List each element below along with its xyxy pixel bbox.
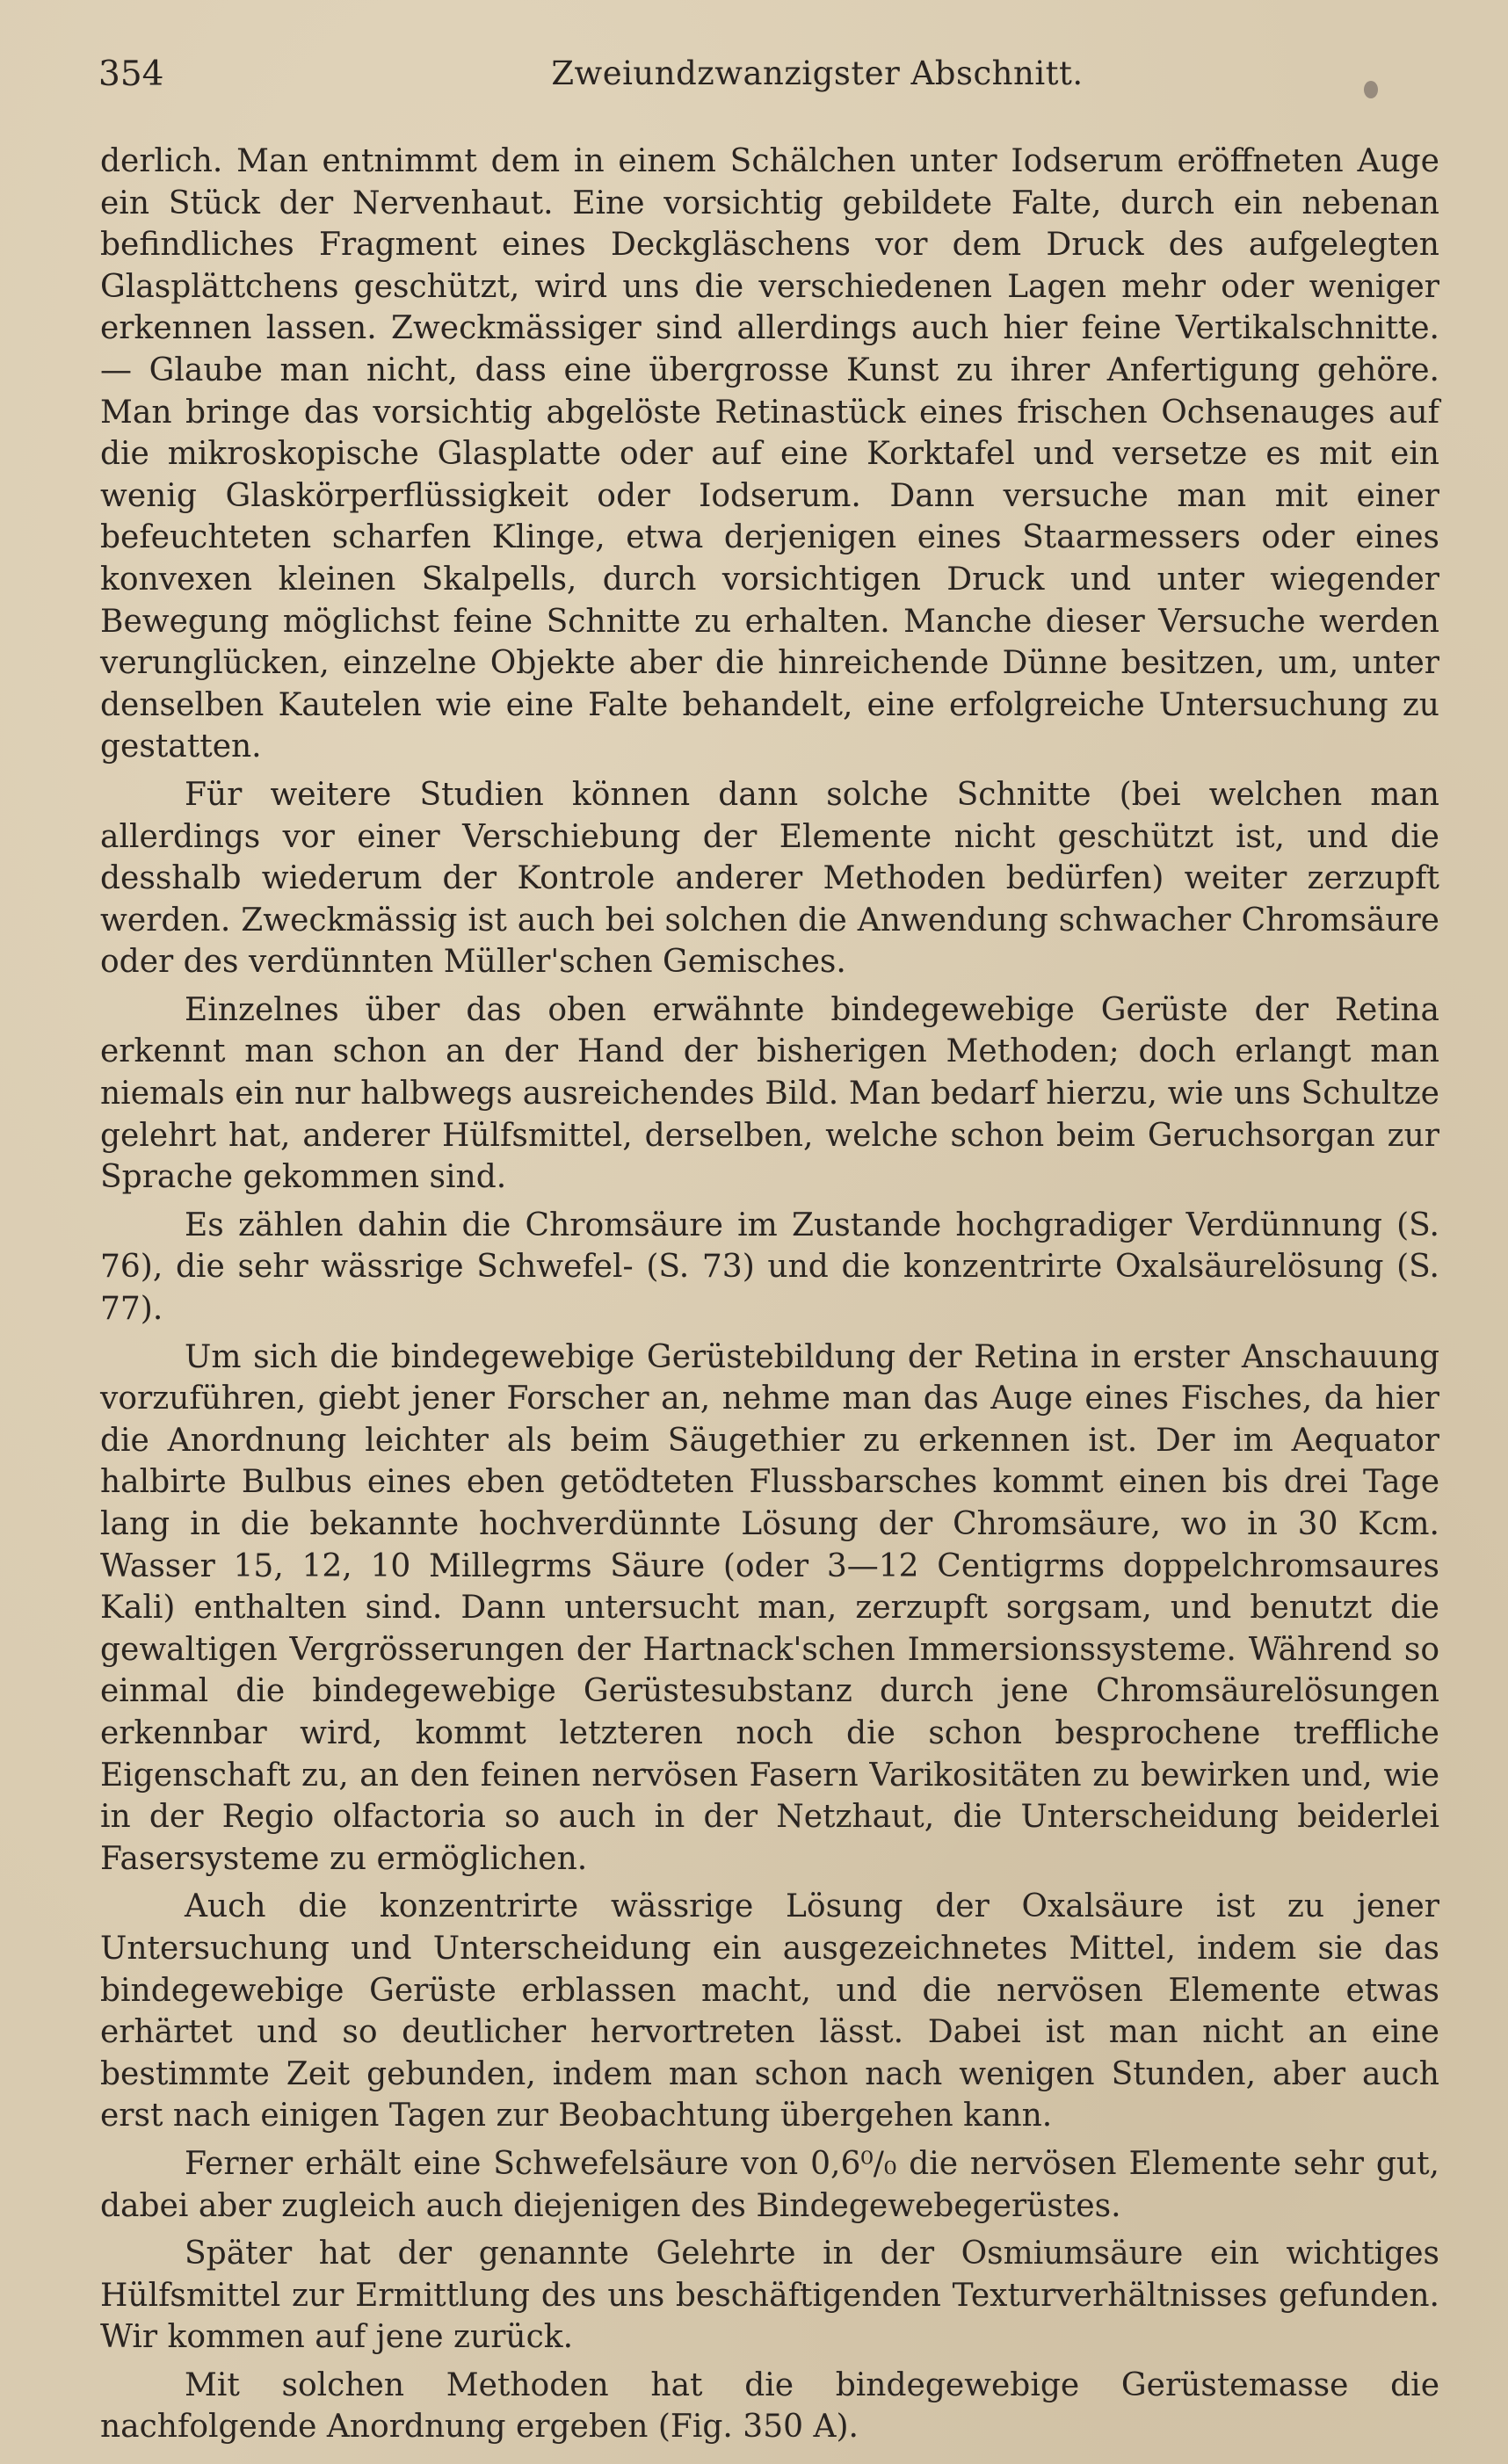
paragraph: Ferner erhält eine Schwefelsäure von 0,6⁰/₀ die nervösen Elemente sehr gut, dabei aber zugleich auch diejenigen des Bindegewebegerüstes. (100, 2145, 1439, 2224)
paragraph: Um sich die bindegewebige Gerüstebildung der Retina in erster Anschauung vorzuführen, giebt jener Forscher an, nehme man das Auge eines Fisches, da hier die Anordnung leichter als beim Säugethier zu erkennen ist. Der im Aequator halbirte Bulbus eines eben getödteten Flussbarsches kommt einen bis drei Tage lang in die bekannte hochverdünnte Lösung der Chromsäure, wo in 30 Kcm. Wasser 15, 12, 10 Millegrms Säure (oder 3—12 Centigrms doppelchromsaures Kali) enthalten sind. Dann untersucht man, zerzupft sorgsam, und benutzt die gewaltigen Vergrösserungen der Hartnack'schen Immersionssysteme. Während so einmal die bindegewebige Gerüstesubstanz durch jene Chromsäurelösungen erkennbar wird, kommt letzteren noch die schon besprochene treffliche Eigenschaft zu, an den feinen nervösen Fasern Varikositäten zu bewirken und, wie in der Regio olfactoria so auch in der Netzhaut, die Unterscheidung beiderlei Fasersysteme zu ermöglichen. (100, 1338, 1439, 1877)
paragraph: Auch die konzentrirte wässrige Lösung der Oxalsäure ist zu jener Untersuchung und Unterscheidung ein ausgezeichnetes Mittel, indem sie das bindegewebige Gerüste erblassen macht, und die nervösen Elemente etwas erhärtet und so deutlicher hervortreten lässt. Dabei ist man nicht an eine bestimmte Zeit gebunden, indem man schon nach wenigen Stunden, aber auch erst nach einigen Tagen zur Beobachtung übergehen kann. (100, 1888, 1439, 2134)
body-text (100, 141, 1439, 2454)
paragraph: Für weitere Studien können dann solche Schnitte (bei welchen man allerdings vor einer Verschiebung der Elemente nicht geschützt ist, und die desshalb wiederum der Kontrole anderer Methoden bedürfen) weiter zerzupft werden. Zweckmässig ist auch bei solchen die Anwendung schwacher Chromsäure oder des verdünnten Müller'schen Gemisches. (100, 776, 1439, 981)
paragraph: Einzelnes über das oben erwähnte bindegewebige Gerüste der Retina erkennt man schon an der Hand der bisherigen Methoden; doch erlangt man niemals ein nur halbwegs ausreichendes Bild. Man bedarf hierzu, wie uns Schultze gelehrt hat, anderer Hülfsmittel, derselben, welche schon beim Geruchsorgan zur Sprache gekommen sind. (100, 991, 1439, 1196)
paragraph: Später hat der genannte Gelehrte in der Osmiumsäure ein wichtiges Hülfsmittel zur Ermittlung des uns beschäftigenden Texturverhältnisses gefunden. Wir kommen auf jene zurück. (100, 2236, 1439, 2356)
running-head: Zweiundzwanzigster Abschnitt. (551, 54, 1084, 92)
ink-spot-icon (1364, 81, 1378, 98)
paragraph: derlich. Man entnimmt dem in einem Schälchen unter Iodserum eröffneten Auge ein Stück der Nervenhaut. Eine vorsichtig gebildete Falte, durch ein nebenan befindliches Fragment eines Deckgläschens vor dem Druck des aufgelegten Glasplättchens geschützt, wird uns die verschiedenen Lagen mehr oder weniger erkennen lassen. Zweckmässiger sind allerdings auch hier feine Vertikalschnitte. — Glaube man nicht, dass eine übergrosse Kunst zu ihrer Anfertigung gehöre. Man bringe das vorsichtig abgelöste Retinastück eines frischen Ochsenauges auf die mikroskopische Glasplatte oder auf eine Korktafel und versetze es mit ein wenig Glaskörperflüssigkeit oder Iodserum. Dann versuche man mit einer befeuchteten scharfen Klinge, etwa derjenigen eines Staarmessers oder eines konvexen kleinen Skalpells, durch vorsichtigen Druck und unter wiegender Bewegung möglichst feine Schnitte zu erhalten. Manche dieser Versuche werden verunglücken, einzelne Objekte aber die hinreichende Dünne besitzen, um, unter denselben Kautelen wie eine Falte behandelt, eine erfolgreiche Untersuchung zu gestatten. (100, 143, 1439, 765)
paragraph: Es zählen dahin die Chromsäure im Zustande hochgradiger Verdünnung (S. 76), die sehr wässrige Schwefel- (S. 73) und die konzentrirte Oxalsäurelösung (S. 77). (100, 1207, 1439, 1328)
paragraph: Mit solchen Methoden hat die bindegewebige Gerüstemasse die nachfolgende Anordnung ergeben (Fig. 350 A). (100, 2366, 1439, 2446)
page-number: 354 (98, 54, 164, 94)
page-header (98, 54, 1439, 104)
